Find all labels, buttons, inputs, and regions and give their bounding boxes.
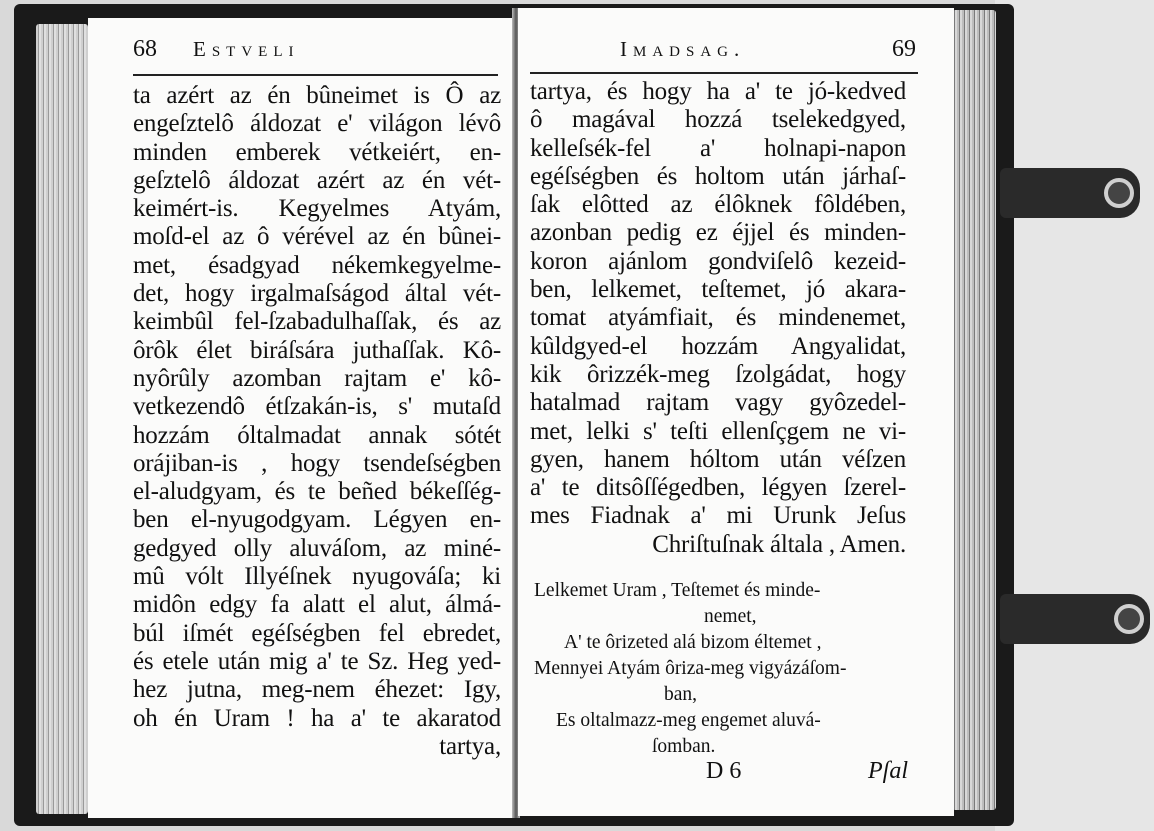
text-line: tartya, (439, 732, 501, 760)
clasp-top (1000, 168, 1140, 218)
text-line: gyen, hanem hóltom után véſzen (530, 445, 906, 473)
text-line: oh én Uram ! ha a' te akaratod (133, 704, 501, 732)
page-edges-left (36, 24, 88, 814)
text-line: minden emberek vétkeiért, en- (133, 138, 501, 166)
text-line: keimbûl fel-ſzabadulhaſſak, és az (133, 308, 501, 336)
text-line: el-aludgyam, és te beñed békeſſég- (133, 478, 501, 506)
verse-block (534, 578, 914, 760)
text-line: mes Fiadnak a' mi Urunk Jeſus (530, 502, 906, 530)
text-line: ô magával hozzá tselekedgyed, (530, 106, 906, 134)
text-line: det, hogy irgalmaſságod által vét- (133, 280, 501, 308)
verse-line: Es oltalmazz-meg engemet aluvá- (556, 710, 821, 731)
text-line: orájiban-is , hogy tsendeſségben (133, 449, 501, 477)
clasp-ring-icon (1114, 604, 1144, 634)
text-line: kelleſsék-fel a' holnapi-napon (530, 134, 906, 162)
text-line: ſak elôtted az élôknek fôldében, (530, 191, 906, 219)
text-line: azonban pedig ez éjjel és minden- (530, 219, 906, 247)
page-number: 68 (133, 36, 157, 62)
verse-line: ban, (664, 684, 698, 705)
left-header (133, 36, 393, 63)
verse-line: Mennyei Atyám ôriza-meg vigyázáſom- (534, 658, 847, 679)
text-line: ben el-nyugodgyam. Légyen en- (133, 506, 501, 534)
text-line: met, ésadgyad nékemkegyelme- (133, 251, 501, 279)
text-line: hatalmad rajtam vagy gyôzedel- (530, 389, 906, 417)
clasp-bottom (1000, 594, 1150, 644)
text-line: met, lelki s' teſti ellenſçgem ne vi- (530, 417, 906, 445)
catchword: Pſal (868, 758, 908, 784)
text-line: nyôrûly azomban rajtam e' kô- (133, 364, 501, 392)
left-page (88, 18, 514, 818)
text-line: Chriſtuſnak általa , Amen. (652, 530, 906, 558)
right-page (518, 8, 954, 816)
page-number: 69 (892, 36, 916, 62)
page-edges-right (952, 10, 996, 810)
running-head: Imadsag. (620, 37, 746, 61)
text-line: geſztelô áldozat azért az én vét- (133, 166, 501, 194)
text-line: hozzám óltalmadat annak sótét (133, 421, 501, 449)
text-line: mû vólt Illyéſnek nyugováſa; ki (133, 563, 501, 591)
header-rule (133, 74, 498, 76)
clasp-ring-icon (1104, 178, 1134, 208)
text-line: moſd-el az ô vérével az én bûnei- (133, 223, 501, 251)
background-right (995, 0, 1154, 831)
verse-line: Lelkemet Uram , Teſtemet és minde- (534, 580, 821, 601)
page-footer (706, 758, 908, 785)
right-header (620, 36, 916, 63)
text-line: ôrôk élet biráſsára juthaſſak. Kô- (133, 336, 501, 364)
text-line: vetkezendô étſzakán-is, s' mutaſd (133, 393, 501, 421)
text-line: egéſségben és holtom után járhaſ- (530, 162, 906, 190)
text-line: koron ajánlom gondviſelô kezeid- (530, 247, 906, 275)
right-body-text (530, 78, 906, 559)
running-head: Estveli (193, 37, 300, 61)
text-line: midôn edgy fa alatt el alut, álmá- (133, 591, 501, 619)
text-line: tomat atyámfiait, és mindenemet, (530, 304, 906, 332)
text-line: ben, lelkemet, teſtemet, jó akara- (530, 276, 906, 304)
text-line: búl iſmét egéſségben fel ebredet, (133, 619, 501, 647)
text-line: hez jutna, meg-nem éhezet: Igy, (133, 676, 501, 704)
text-line: a' te ditsôſſégedben, légyen ſzerel- (530, 474, 906, 502)
signature-mark: D 6 (706, 758, 742, 784)
text-line: és etele után mig a' te Sz. Heg yed- (133, 647, 501, 675)
verse-line: A' te ôrizeted alá bizom éltemet , (564, 632, 822, 653)
header-rule (530, 72, 918, 74)
text-line: keimért-is. Kegyelmes Atyám, (133, 195, 501, 223)
text-line: kik ôrizzék-meg ſzolgádat, hogy (530, 360, 906, 388)
text-line: engeſztelô áldozat e' világon lévô (133, 110, 501, 138)
text-line: gedgyed olly aluváſom, az miné- (133, 534, 501, 562)
left-body-text (133, 82, 501, 761)
verse-line: nemet, (704, 606, 757, 627)
text-line: ta azért az én bûneimet is Ô az (133, 82, 501, 109)
text-line: kûldgyed-el hozzám Angyalidat, (530, 332, 906, 360)
text-line: tartya, és hogy ha a' te jó-kedved (530, 78, 906, 105)
verse-line: ſomban. (652, 736, 716, 757)
